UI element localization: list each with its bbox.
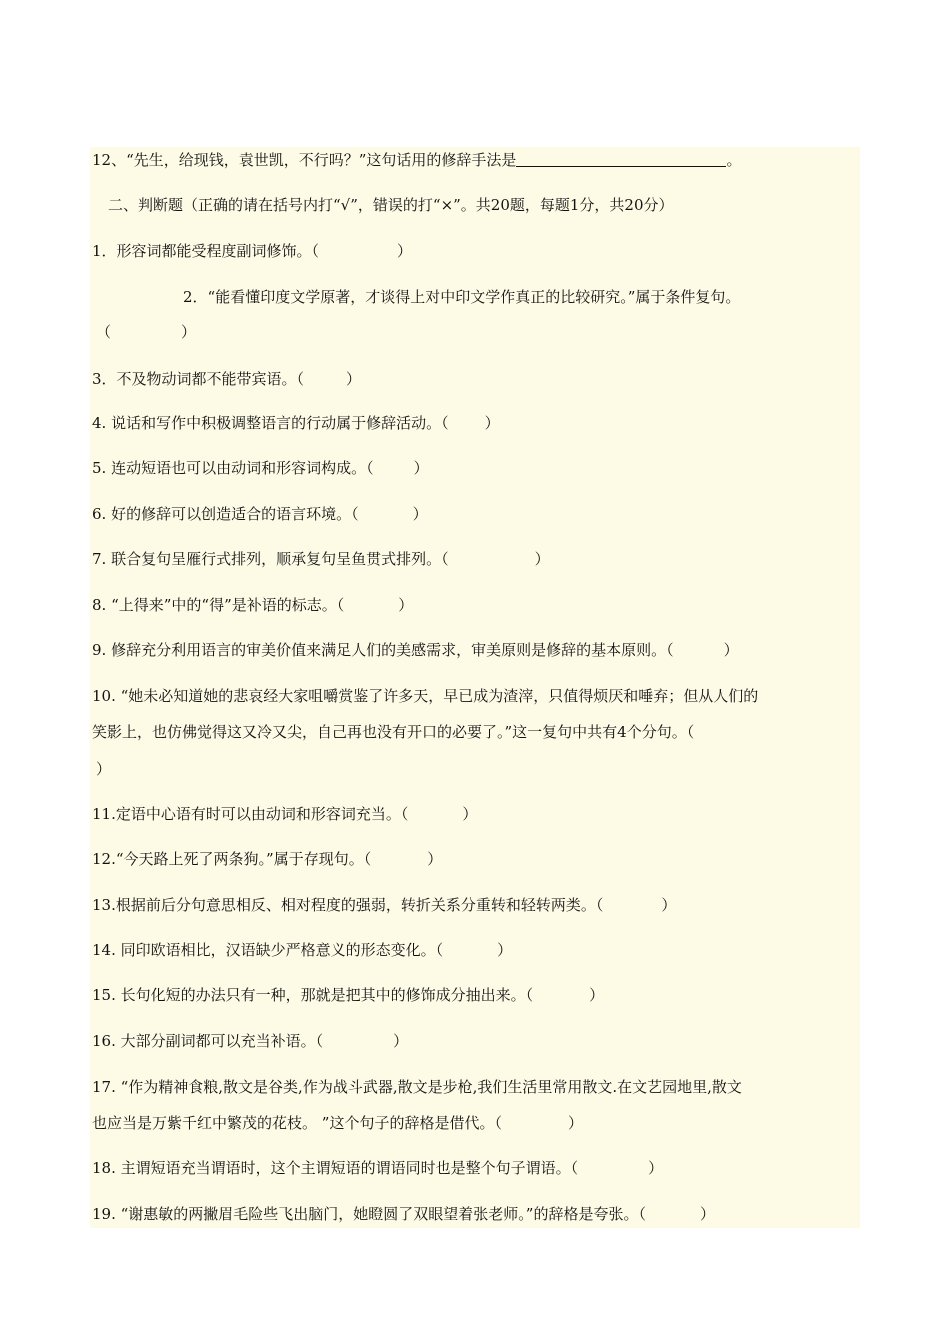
tf-item-17-line-1: 17. “作为精神食粮,散文是谷类,作为战斗武器,散文是步枪,我们生活里常用散文.在文艺园地里,散文 xyxy=(92,1078,742,1096)
section-2-header: 二、判断题（正确的请在括号内打“√”，错误的打“×”。共20题，每题1分，共20分） xyxy=(108,196,674,214)
tf-item-10-paren: ） xyxy=(96,760,112,778)
question-12-fill-blank: 12、“先生，给现钱，袁世凯，不行吗？”这句话用的修辞手法是 。 xyxy=(92,151,742,169)
tf-item-19: 19. “谢惠敏的两撇眉毛险些飞出脑门，她瞪圆了双眼望着张老师。”的辞格是夸张。（ ） xyxy=(92,1205,715,1223)
tf-item-2-paren: （ ） xyxy=(96,323,197,341)
tf-item-5: 5. 连动短语也可以由动词和形容词构成。（ ） xyxy=(92,459,429,477)
tf-item-7: 7. 联合复句呈雁行式排列，顺承复句呈鱼贯式排列。（ ） xyxy=(92,550,550,568)
tf-item-13: 13.根据前后分句意思相反、相对程度的强弱，转折关系分重转和轻转两类。（ ） xyxy=(92,896,677,914)
tf-item-12: 12.“今天路上死了两条狗。”属于存现句。（ ） xyxy=(92,850,443,868)
tf-item-9: 9. 修辞充分利用语言的审美价值来满足人们的美感需求，审美原则是修辞的基本原则。（ ） xyxy=(92,641,739,659)
tf-item-10-line-2: 笑影上，也仿佛觉得这又冷又尖，自己再也没有开口的必要了。”这一复句中共有4个分句。（ xyxy=(92,723,695,741)
tf-item-16: 16. 大部分副词都可以充当补语。（ ） xyxy=(92,1032,409,1050)
tf-item-1: 1．形容词都能受程度副词修饰。（ ） xyxy=(92,242,413,260)
tf-item-15: 15. 长句化短的办法只有一种，那就是把其中的修饰成分抽出来。（ ） xyxy=(92,986,605,1004)
tf-item-14: 14. 同印欧语相比，汉语缺少严格意义的形态变化。（ ） xyxy=(92,941,513,959)
tf-item-4: 4. 说话和写作中积极调整语言的行动属于修辞活动。（ ） xyxy=(92,414,500,432)
tf-item-3: 3．不及物动词都不能带宾语。（ ） xyxy=(92,370,362,388)
tf-item-10-line-1: 10. “她未必知道她的悲哀经大家咀嚼赏鉴了许多天，早已成为渣滓，只值得烦厌和唾弃；但从人们的 xyxy=(92,687,759,705)
tf-item-6: 6. 好的修辞可以创造适合的语言环境。（ ） xyxy=(92,505,428,523)
tf-item-2: 2．“能看懂印度文学原著，才谈得上对中印文学作真正的比较研究。”属于条件复句。 xyxy=(183,288,741,306)
tf-item-11: 11.定语中心语有时可以由动词和形容词充当。（ ） xyxy=(92,805,478,823)
answer-blank[interactable] xyxy=(516,151,726,167)
tf-item-17-line-2: 也应当是万紫千红中繁茂的花枝。 ”这个句子的辞格是借代。（ ） xyxy=(92,1114,583,1132)
tf-item-18: 18. 主谓短语充当谓语时，这个主谓短语的谓语同时也是整个句子谓语。（ ） xyxy=(92,1159,664,1177)
tf-item-8: 8. “上得来”中的“得”是补语的标志。（ ） xyxy=(92,596,414,614)
